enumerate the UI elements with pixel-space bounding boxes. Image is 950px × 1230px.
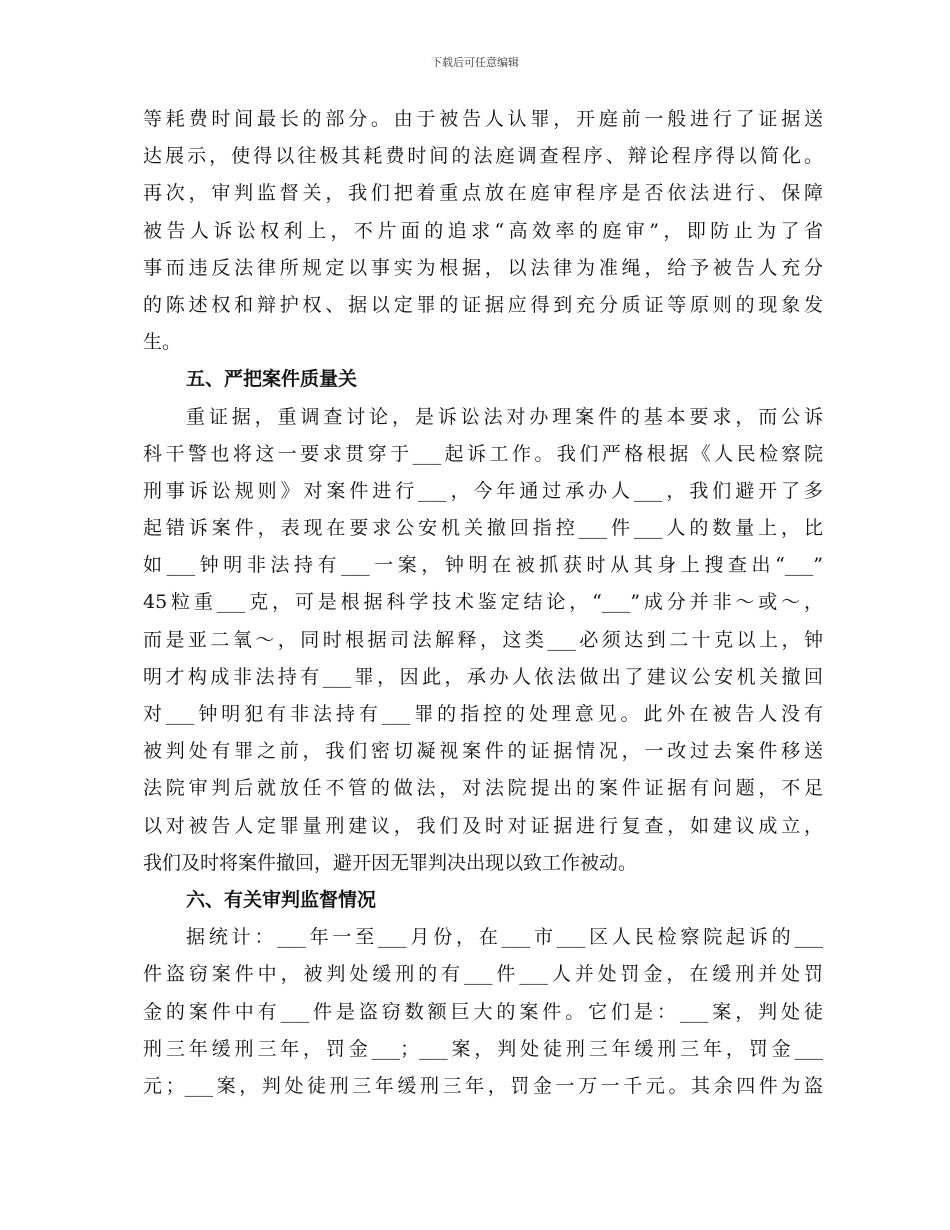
paragraph-line: 达展示，使得以往极其耗费时间的法庭调查程序、辩论程序得以简化。 — [143, 145, 823, 168]
paragraph-line: 生。 — [143, 331, 182, 354]
paragraph-line: 事而违反法律所规定以事实为根据，以法律为准绳，给予被告人充分 — [143, 256, 823, 279]
paragraph-line: 的陈述权和辩护权、据以定罪的证据应得到充分质证等原则的现象发 — [143, 293, 823, 316]
paragraph-line: 重证据，重调查讨论，是诉讼法对办理案件的基本要求，而公诉 — [186, 405, 823, 428]
section-heading: 六、有关审判监督情况 — [186, 888, 377, 911]
page-header: 下载后可任意编辑 — [431, 56, 519, 69]
paragraph-line: 刑三年缓刑三年，罚金___；___案，判处徒刑三年缓刑三年，罚金___ — [143, 1037, 823, 1060]
paragraph-line: 法院审判后就放任不管的做法，对法院提出的案件证据有问题，不足 — [143, 777, 823, 800]
paragraph-line: 金的案件中有___件是盗窃数额巨大的案件。它们是：___案，判处徒 — [143, 1000, 823, 1023]
document-body — [143, 101, 823, 1105]
paragraph-line: 件盗窃案件中，被判处缓刑的有___件___人并处罚金，在缓刑并处罚 — [143, 963, 823, 986]
paragraph-line: 元；___案，判处徒刑三年缓刑三年，罚金一万一千元。其余四件为盗 — [143, 1074, 823, 1097]
paragraph-line: 被判处有罪之前，我们密切凝视案件的证据情况，一改过去案件移送 — [143, 740, 823, 763]
paragraph-line: 起错诉案件，表现在要求公安机关撤回指控___件___人的数量上，比 — [143, 517, 823, 540]
paragraph-line: 刑事诉讼规则》对案件进行___，今年通过承办人___，我们避开了多 — [143, 479, 823, 502]
paragraph-line: 以对被告人定罪量刑建议，我们及时对证据进行复查，如建议成立， — [143, 814, 823, 837]
paragraph-line: 如___钟明非法持有___一案，钟明在被抓获时从其身上搜查出“___” — [143, 554, 823, 577]
section-heading: 五、严把案件质量关 — [186, 368, 358, 391]
paragraph-line: 等耗费时间最长的部分。由于被告人认罪，开庭前一般进行了证据送 — [143, 108, 823, 130]
paragraph-line: 再次，审判监督关，我们把着重点放在庭审程序是否依法进行、保障 — [143, 182, 823, 205]
paragraph-line: 科干警也将这一要求贯穿于___起诉工作。我们严格根据《人民检察院 — [143, 442, 823, 465]
paragraph-line: 被告人诉讼权利上，不片面的追求“高效率的庭审”，即防止为了省 — [143, 219, 823, 242]
paragraph-line: 据统计：___年一至___月份，在___市___区人民检察院起诉的___ — [186, 926, 823, 949]
paragraph-line: 而是亚二氧～，同时根据司法解释，这类___必须达到二十克以上，钟 — [143, 628, 823, 651]
paragraph-line: 明才构成非法持有___罪，因此，承办人依法做出了建议公安机关撤回 — [143, 665, 823, 688]
paragraph-line: 对___钟明犯有非法持有___罪的指控的处理意见。此外在被告人没有 — [143, 703, 823, 725]
paragraph-line: 我们及时将案件撤回，避开因无罪判决出现以致工作被动。 — [143, 851, 638, 874]
paragraph-line: 45粒重___克，可是根据科学技术鉴定结论，“___”成分并非～或～， — [143, 591, 823, 614]
